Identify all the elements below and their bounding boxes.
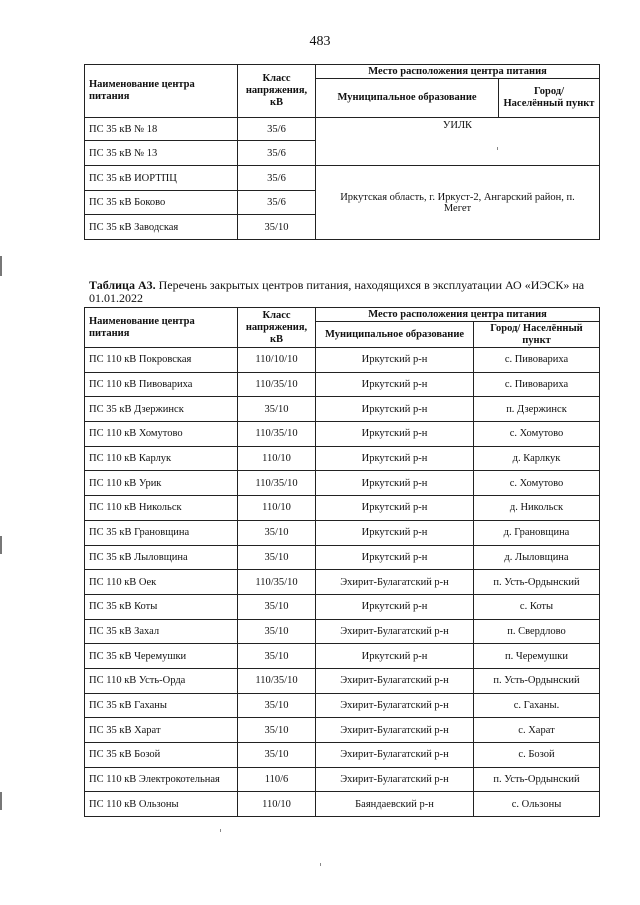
table-cell-name: ПС 110 кВ Никольск (85, 496, 238, 521)
table-row (85, 570, 600, 595)
scan-speck (320, 863, 321, 866)
table-row (85, 718, 600, 743)
table-cell-name: ПС 35 кВ Харат (85, 718, 238, 743)
table-cell-voltage: 110/10 (238, 496, 316, 521)
table-cell-settlement: с. Хомутово (474, 471, 600, 496)
table-cell-municipality: Иркутский р-н (316, 496, 474, 521)
scan-edge-mark (0, 792, 2, 810)
table-row (85, 743, 600, 768)
table-cell-name: ПС 35 кВ Бозой (85, 743, 238, 768)
table-cell-name: ПС 35 кВ Дзержинск (85, 397, 238, 422)
table-cell-voltage: 35/10 (238, 619, 316, 644)
table-row (85, 471, 600, 496)
table-cell-name: ПС 110 кВ Электрокотельная (85, 767, 238, 792)
header-voltage: Класс напряжения, кВ (238, 65, 316, 118)
header-location: Место расположения центра питания (316, 308, 600, 322)
table-caption-label: Таблица А3. (89, 278, 156, 292)
table-cell-municipality: Иркутский р-н (316, 520, 474, 545)
header-location: Место расположения центра питания (316, 65, 600, 79)
table-row (85, 668, 600, 693)
table-cell-municipality: Иркутский р-н (316, 348, 474, 373)
table-cell-voltage: 110/35/10 (238, 570, 316, 595)
header-settlement: Город/ Населённый пункт (474, 322, 600, 348)
table-cell-municipality: Эхирит-Булагатский р-н (316, 668, 474, 693)
table-cell-settlement: д. Карлкук (474, 446, 600, 471)
table-cell-name: ПС 110 кВ Ользоны (85, 792, 238, 817)
table-row (85, 496, 600, 521)
table-cell-voltage: 110/35/10 (238, 668, 316, 693)
header-voltage: Класс напряжения, кВ (238, 308, 316, 348)
table-cell-location-group1: УИЛК (316, 118, 600, 166)
table-cell-voltage: 110/6 (238, 767, 316, 792)
table-cell-settlement: с. Ользоны (474, 792, 600, 817)
table-cell-name: ПС 110 кВ Пивовариха (85, 372, 238, 397)
table-caption-text: Перечень закрытых центров питания, находящихся в эксплуатации АО «ИЭСК» на 01.01.2022 (89, 278, 585, 305)
table-cell-name: ПС 35 кВ Лыловщина (85, 545, 238, 570)
header-name: Наименование центра питания (85, 65, 238, 118)
table-cell-voltage: 110/10 (238, 446, 316, 471)
table-cell-voltage: 35/6 (238, 191, 316, 215)
table-row (85, 446, 600, 471)
table-cell-voltage: 35/10 (238, 693, 316, 718)
table-cell-name: ПС 110 кВ Урик (85, 471, 238, 496)
table-cell-settlement: с. Гаханы. (474, 693, 600, 718)
table-cell-name: ПС 35 кВ Боково (85, 191, 238, 215)
table-cell-municipality: Эхирит-Булагатский р-н (316, 767, 474, 792)
table-cell-voltage: 35/10 (238, 718, 316, 743)
table-cell-settlement: с. Харат (474, 718, 600, 743)
table-cell-settlement: с. Бозой (474, 743, 600, 768)
table-cell-voltage: 35/10 (238, 397, 316, 422)
header-name: Наименование центра питания (85, 308, 238, 348)
scan-speck (497, 147, 498, 150)
table-caption (89, 279, 597, 305)
table-cell-municipality: Эхирит-Булагатский р-н (316, 718, 474, 743)
header-municipality: Муниципальное образование (316, 322, 474, 348)
table-row (85, 520, 600, 545)
scan-speck (220, 829, 221, 832)
table-cell-municipality: Иркутский р-н (316, 446, 474, 471)
table-row (85, 348, 600, 373)
table-cell-municipality: Иркутский р-н (316, 545, 474, 570)
table-cell-municipality: Иркутский р-н (316, 372, 474, 397)
table-cell-municipality: Эхирит-Булагатский р-н (316, 619, 474, 644)
table-cell-voltage: 35/6 (238, 166, 316, 191)
table-cell-name: ПС 35 кВ № 18 (85, 118, 238, 141)
table-cell-settlement: п. Усть-Ордынский (474, 767, 600, 792)
table-cell-settlement: п. Дзержинск (474, 397, 600, 422)
table-cell-settlement: п. Черемушки (474, 644, 600, 669)
table-cell-settlement: п. Свердлово (474, 619, 600, 644)
table-cell-voltage: 110/35/10 (238, 471, 316, 496)
table-cell-municipality: Иркутский р-н (316, 644, 474, 669)
page-number: 483 (309, 34, 331, 49)
table-cell-voltage: 35/6 (238, 118, 316, 141)
table-row (85, 767, 600, 792)
table-cell-name: ПС 35 кВ Захал (85, 619, 238, 644)
table-cell-settlement: с. Пивовариха (474, 372, 600, 397)
table-cell-name: ПС 110 кВ Карлук (85, 446, 238, 471)
table-row (85, 594, 600, 619)
table-cell-voltage: 35/10 (238, 215, 316, 240)
table-cell-name: ПС 35 кВ № 13 (85, 141, 238, 166)
scan-edge-mark (0, 536, 2, 554)
table-cell-name: ПС 110 кВ Хомутово (85, 422, 238, 447)
table-cell-voltage: 110/35/10 (238, 422, 316, 447)
table-cell-settlement: п. Усть-Ордынский (474, 570, 600, 595)
table-cell-voltage: 35/10 (238, 545, 316, 570)
table-cell-municipality: Иркутский р-н (316, 471, 474, 496)
table-row (85, 372, 600, 397)
table-row (85, 422, 600, 447)
table-cell-municipality: Иркутский р-н (316, 594, 474, 619)
table-cell-settlement: п. Усть-Ордынский (474, 668, 600, 693)
table-cell-name: ПС 35 кВ ИОРТПЦ (85, 166, 238, 191)
table-cell-name: ПС 35 кВ Черемушки (85, 644, 238, 669)
table-cell-settlement: с. Пивовариха (474, 348, 600, 373)
table-cell-municipality: Эхирит-Булагатский р-н (316, 693, 474, 718)
table-cell-name: ПС 110 кВ Оек (85, 570, 238, 595)
table-cell-municipality: Эхирит-Булагатский р-н (316, 743, 474, 768)
table-cell-settlement: д. Лыловщина (474, 545, 600, 570)
table-cell-voltage: 35/10 (238, 520, 316, 545)
table-row (85, 693, 600, 718)
table-cell-voltage: 35/10 (238, 644, 316, 669)
table-cell-name: ПС 35 кВ Заводская (85, 215, 238, 240)
table-a3-body (85, 348, 600, 817)
table-cell-name: ПС 35 кВ Грановщина (85, 520, 238, 545)
table-row (85, 644, 600, 669)
table-cell-settlement: с. Хомутово (474, 422, 600, 447)
table-cell-municipality: Иркутский р-н (316, 422, 474, 447)
header-settlement: Город/ Населённый пункт (499, 79, 600, 118)
table-cell-name: ПС 110 кВ Покровская (85, 348, 238, 373)
table-cell-voltage: 110/10 (238, 792, 316, 817)
table-cell-municipality: Эхирит-Булагатский р-н (316, 570, 474, 595)
table-row (85, 397, 600, 422)
table-cell-voltage: 110/35/10 (238, 372, 316, 397)
table-cell-location-group2: Иркутская область, г. Иркуст-2, Ангарский район, п. Мегет (316, 166, 600, 240)
table-cell-municipality: Иркутский р-н (316, 397, 474, 422)
table-row (85, 545, 600, 570)
table-cell-name: ПС 35 кВ Гаханы (85, 693, 238, 718)
table-continuation (84, 64, 600, 240)
table-cell-voltage: 35/10 (238, 594, 316, 619)
table-cell-name: ПС 35 кВ Коты (85, 594, 238, 619)
table-row (85, 792, 600, 817)
table-a3 (84, 307, 600, 817)
table-cell-settlement: с. Коты (474, 594, 600, 619)
table-cell-settlement: д. Никольск (474, 496, 600, 521)
table-cell-settlement: д. Грановщина (474, 520, 600, 545)
scan-edge-mark (0, 256, 2, 276)
table-cell-voltage: 35/10 (238, 743, 316, 768)
table-row (85, 619, 600, 644)
table-cell-name: ПС 110 кВ Усть-Орда (85, 668, 238, 693)
table-cell-voltage: 110/10/10 (238, 348, 316, 373)
header-municipality: Муниципальное образование (316, 79, 499, 118)
table-cell-municipality: Баяндаевский р-н (316, 792, 474, 817)
table-cell-voltage: 35/6 (238, 141, 316, 166)
